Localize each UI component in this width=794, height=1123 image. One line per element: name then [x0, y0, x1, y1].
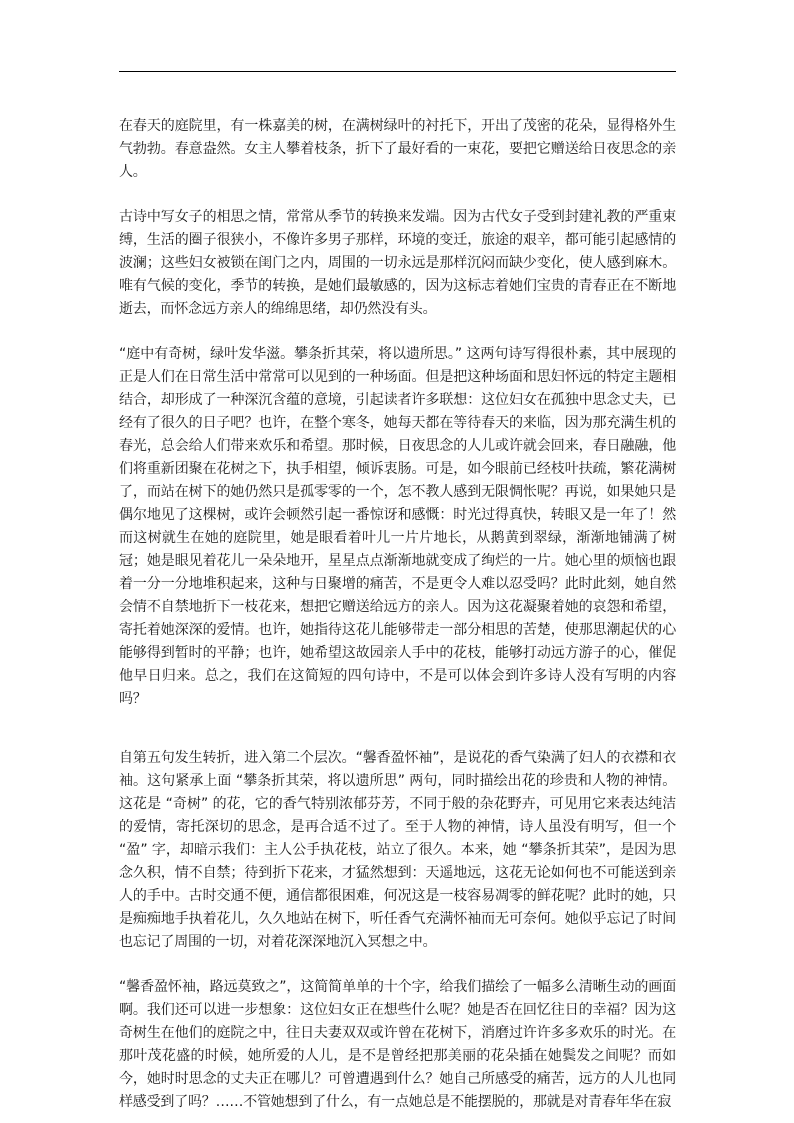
paragraph: 在春天的庭院里，有一株嘉美的树，在满树绿叶的衬托下，开出了茂密的花朵，显得格外生气勃勃。春意盎然。女主人攀着枝条，折下了最好看的一束花，要把它赠送给日夜思念的亲人。 [119, 118, 676, 180]
article-body [119, 115, 676, 1114]
paragraph: 自第五句发生转折，进入第二个层次。“馨香盈怀袖”，是说花的香气染满了妇人的衣襟和衣袖。这句紧承上面 “攀条折其荣，将以遗所思” 两句，同时描绘出花的珍贵和人物的神情。这花是 “奇树” 的花，它的香气特别浓郁芬芳，不同于般的杂花野卉，可见用它来表达纯洁的爱情，寄托深切的思念，是再合适不过了。至于人物的神情，诗人虽没有明写，但一个 “盈” 字，却暗示我们：主人公手执花枝，站立了很久。本来，她 “攀条折其荣”，是因为思念久积，情不自禁；待到折下花来，才猛然想到：天遥地远，这花无论如何也不可能送到亲人的手中。古时交通不便，通信都很困难，何况这是一枝容易凋零的鲜花呢？此时的她，只是痴痴地手执着花儿，久久地站在树下，听任香气充满怀袖而无可奈何。她似乎忘记了时间也忘记了周围的一切，对着花深深地沉入冥想之中。 [119, 750, 676, 950]
paragraph: “庭中有奇树，绿叶发华滋。攀条折其荣，将以遗所思。” 这两句诗写得很朴素，其中展现的正是人们在日常生活中常常可以见到的一种场面。但是把这种场面和思妇怀远的特定主题相结合，却形成了一种深沉含蕴的意境，引起读者许多联想：这位妇女在孤独中思念丈夫，已经有了很久的日子吧？也许，在整个寒冬，她每天都在等待春天的来临，因为那充满生机的春光，总会给人们带来欢乐和希望。那时候，日夜思念的人儿或许就会回来，春日融融，他们将重新团聚在花树之下，执手相望，倾诉衷肠。可是，如今眼前已经枝叶扶疏，繁花满树了，而站在树下的她仍然只是孤零零的一个，怎不教人感到无限惆怅呢？再说，如果她只是偶尔地见了这棵树，或许会顿然引起一番惊讶和感慨：时光过得真快，转眼又是一年了！然而这树就生在她的庭院里，她是眼看着叶儿一片片地长，从鹅黄到翠绿，渐渐地铺满了树冠；她是眼见着花儿一朵朵地开，星星点点渐渐地就变成了绚烂的一片。她心里的烦恼也跟着一分一分地堆积起来，这种与日聚增的痛苦，不是更令人难以忍受吗？此时此刻，她自然会情不自禁地折下一枝花来，想把它赠送给远方的亲人。因为这花凝聚着她的哀怨和希望，寄托着她深深的爱情。也许，她指待这花儿能够带走一部分相思的苦楚，使那思潮起伏的心能够得到暂时的平静；也许，她希望这故园亲人手中的花枝，能够打动远方游子的心，催促他早日归来。总之，我们在这简短的四句诗中，不是可以体会到许多诗人没有写明的内容吗？ [119, 346, 676, 707]
paragraph: “馨香盈怀袖，路远莫致之”，这简简单单的十个字，给我们描绘了一幅多么清晰生动的画面啊。我们还可以进一步想象：这位妇女正在想些什么呢？她是否在回忆往日的幸福？因为这奇树生在他们的庭院之中，往日夫妻双双或许曾在花树下，消磨过许许多多欢乐的时光。在那叶茂花盛的时候，她所爱的人儿，是不是曾经把那美丽的花朵插在她鬓发之间呢？而如今，她时时思念的丈夫正在哪儿？可曾遭遇到什么？她自己所感受的痛苦，远方的人儿也同样感受到了吗？……不管她想到了什么，有一点她总是不能摆脱的，那就是对青春年华在寂 [119, 979, 676, 1110]
header-rule [119, 71, 676, 72]
paragraph: 古诗中写女子的相思之情，常常从季节的转换来发端。因为古代女子受到封建礼教的严重束缚，生活的圈子很狭小，不像许多男子那样，环境的变迁，旅途的艰辛，都可能引起感情的波澜；这些妇女被锁在闺门之内，周围的一切永远是那样沉闷而缺少变化，使人感到麻木。唯有气候的变化，季节的转换，是她们最敏感的，因为这标志着她们宝贵的青春正在不断地逝去，而怀念远方亲人的绵绵思绪，却仍然没有头。 [119, 209, 676, 317]
